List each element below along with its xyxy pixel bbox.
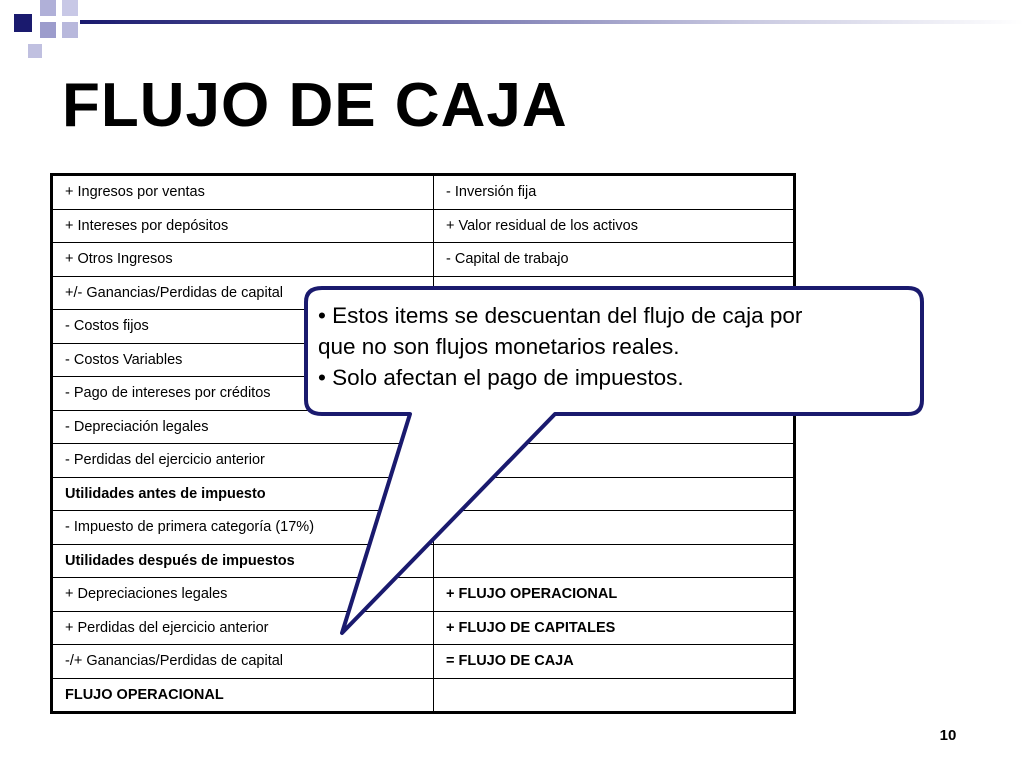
cell-right: - Capital de trabajo: [434, 243, 795, 277]
cell-left: + Ingresos por ventas: [52, 175, 434, 210]
cell-left: - Costos Variables: [52, 343, 434, 377]
cell-left: - Pago de intereses por créditos: [52, 377, 434, 411]
cell-left: + Intereses por depósitos: [52, 209, 434, 243]
cell-left: Utilidades antes de impuesto: [52, 477, 434, 511]
page-number: 10: [939, 727, 957, 744]
cell-right: + Valor residual de los activos: [434, 209, 795, 243]
cell-left: FLUJO OPERACIONAL: [52, 678, 434, 713]
cell-left: Utilidades después de impuestos: [52, 544, 434, 578]
cell-left: - Costos fijos: [52, 310, 434, 344]
cell-right: - Inversión fija: [434, 175, 795, 210]
slide-title: FLUJO DE CAJA: [62, 71, 568, 140]
callout-text: [318, 300, 908, 393]
cell-left: + Otros Ingresos: [52, 243, 434, 277]
cell-left: - Perdidas del ejercicio anterior: [52, 444, 434, 478]
cell-right: = FLUJO DE CAJA: [434, 645, 795, 679]
callout-line: que no son flujos monetarios reales.: [318, 334, 680, 359]
cell-left: - Depreciación legales: [52, 410, 434, 444]
cell-left: -/+ Ganancias/Perdidas de capital: [52, 645, 434, 679]
cell-left: +/- Ganancias/Perdidas de capital: [52, 276, 434, 310]
callout-line: • Estos items se descuentan del flujo de caja por: [318, 303, 803, 328]
cell-left: - Impuesto de primera categoría (17%): [52, 511, 434, 545]
cell-right: + FLUJO OPERACIONAL: [434, 578, 795, 612]
cell-left: + Depreciaciones legales: [52, 578, 434, 612]
cell-right: + FLUJO DE CAPITALES: [434, 611, 795, 645]
cell-left: + Perdidas del ejercicio anterior: [52, 611, 434, 645]
callout-line: • Solo afectan el pago de impuestos.: [318, 365, 684, 390]
